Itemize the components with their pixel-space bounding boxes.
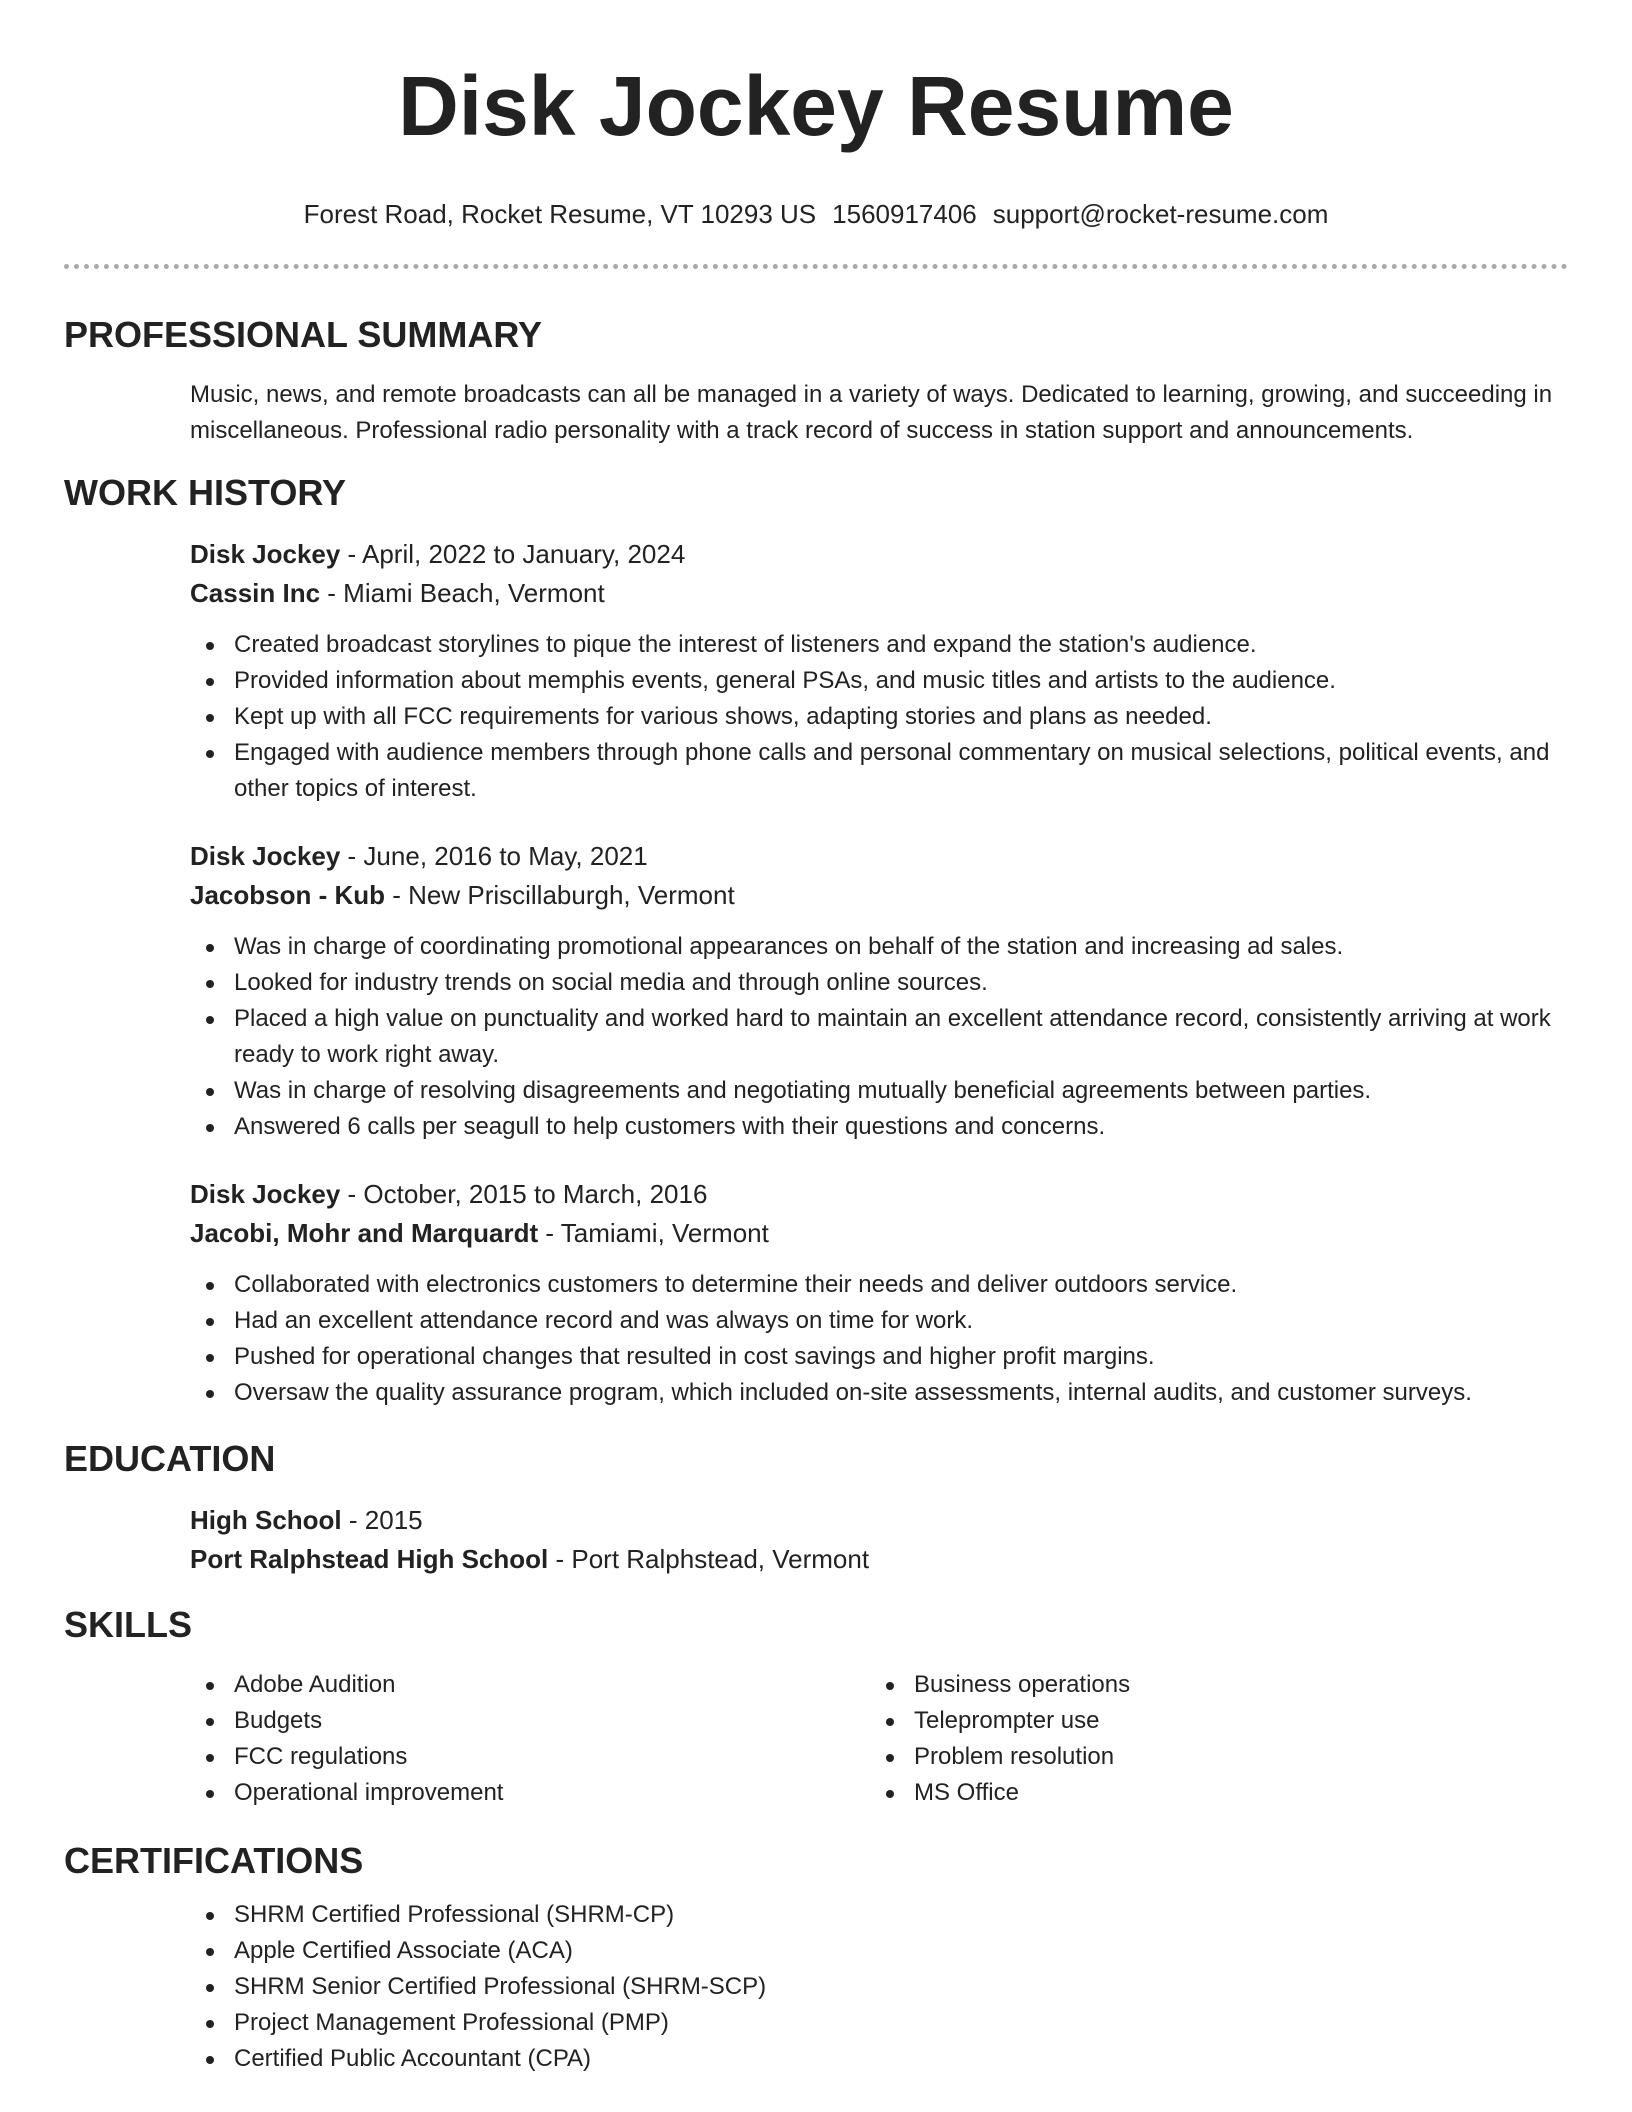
header-divider xyxy=(64,264,1568,269)
job-title-line xyxy=(190,837,1568,876)
list-item: Collaborated with electronics customers to determine their needs and deliver outdoors service. xyxy=(190,1267,1568,1303)
job-title: Disk Jockey xyxy=(190,539,341,569)
skill-item: Business operations xyxy=(870,1667,1550,1703)
job-company: Jacobson - Kub xyxy=(190,880,386,910)
list-item: Placed a high value on punctuality and worked hard to maintain an excellent attendance record, consistently arriving at work ready to work right away. xyxy=(190,1001,1568,1073)
certifications-heading: CERTIFICATIONS xyxy=(64,1840,364,1881)
skill-item: Budgets xyxy=(190,1703,870,1739)
education-degree: High School xyxy=(190,1505,342,1535)
education-school-line xyxy=(190,1540,1568,1579)
education-school: Port Ralphstead High School xyxy=(190,1544,549,1574)
list-item: Pushed for operational changes that resulted in cost savings and higher profit margins. xyxy=(190,1339,1568,1375)
list-item: Provided information about memphis events, general PSAs, and music titles and artists to the audience. xyxy=(190,663,1568,699)
summary-heading: PROFESSIONAL SUMMARY xyxy=(64,314,543,355)
job-dates: - June, 2016 to May, 2021 xyxy=(340,841,648,871)
job-entry xyxy=(190,535,1568,807)
skill-item: MS Office xyxy=(870,1775,1550,1811)
certification-item: Apple Certified Associate (ACA) xyxy=(190,1933,1568,1969)
list-item: Had an excellent attendance record and was always on time for work. xyxy=(190,1303,1568,1339)
skills-grid xyxy=(190,1653,1568,1811)
resume-page xyxy=(64,0,1568,2077)
work-history-heading: WORK HISTORY xyxy=(64,472,347,513)
skill-item: FCC regulations xyxy=(190,1739,870,1775)
job-entry xyxy=(190,1175,1568,1411)
list-item: Was in charge of coordinating promotional appearances on behalf of the station and increasing ad sales. xyxy=(190,929,1568,965)
job-title: Disk Jockey xyxy=(190,841,341,871)
education-heading: EDUCATION xyxy=(64,1438,276,1479)
skill-item: Teleprompter use xyxy=(870,1703,1550,1739)
job-title-line xyxy=(190,1175,1568,1214)
job-bullets xyxy=(190,1267,1568,1411)
list-item: Engaged with audience members through phone calls and personal commentary on musical selections, political events, and other topics of interest. xyxy=(190,735,1568,807)
certification-item: Project Management Professional (PMP) xyxy=(190,2005,1568,2041)
skills-heading: SKILLS xyxy=(64,1604,193,1645)
contact-phone: 1560917406 xyxy=(832,199,977,229)
list-item: Oversaw the quality assurance program, which included on-site assessments, internal audits, and customer surveys. xyxy=(190,1375,1568,1411)
certification-item: Certified Public Accountant (CPA) xyxy=(190,2041,1568,2077)
skill-item: Adobe Audition xyxy=(190,1667,870,1703)
education-degree-line xyxy=(190,1501,1568,1540)
job-location: - Miami Beach, Vermont xyxy=(320,578,605,608)
job-company: Jacobi, Mohr and Marquardt xyxy=(190,1218,539,1248)
job-bullets xyxy=(190,929,1568,1145)
certifications-block xyxy=(190,1897,1568,2077)
contact-email: support@rocket-resume.com xyxy=(992,199,1329,229)
job-title-line xyxy=(190,535,1568,574)
contact-address: Forest Road, Rocket Resume, VT 10293 US xyxy=(303,199,817,229)
skill-item: Operational improvement xyxy=(190,1775,870,1811)
list-item: Was in charge of resolving disagreements and negotiating mutually beneficial agreements between parties. xyxy=(190,1073,1568,1109)
education-location: - Port Ralphstead, Vermont xyxy=(548,1544,870,1574)
certifications-list xyxy=(190,1897,1568,2077)
list-item: Kept up with all FCC requirements for various shows, adapting stories and plans as needed. xyxy=(190,699,1568,735)
contact-line xyxy=(64,198,1568,230)
resume-title: Disk Jockey Resume xyxy=(398,59,1234,153)
list-item: Created broadcast storylines to pique the interest of listeners and expand the station's audience. xyxy=(190,627,1568,663)
education-year: - 2015 xyxy=(341,1505,423,1535)
list-item: Looked for industry trends on social media and through online sources. xyxy=(190,965,1568,1001)
job-company: Cassin Inc xyxy=(190,578,321,608)
job-company-line xyxy=(190,876,1568,915)
job-dates: - April, 2022 to January, 2024 xyxy=(340,539,686,569)
job-entry xyxy=(190,837,1568,1145)
job-company-line xyxy=(190,574,1568,613)
certification-item: SHRM Senior Certified Professional (SHRM-SCP) xyxy=(190,1969,1568,2005)
certification-item: SHRM Certified Professional (SHRM-CP) xyxy=(190,1897,1568,1933)
skills-list-right xyxy=(870,1667,1550,1811)
skill-item: Problem resolution xyxy=(870,1739,1550,1775)
job-location: - New Priscillaburgh, Vermont xyxy=(385,880,735,910)
job-location: - Tamiami, Vermont xyxy=(538,1218,769,1248)
job-title: Disk Jockey xyxy=(190,1179,341,1209)
education-entry xyxy=(190,1501,1568,1579)
job-bullets xyxy=(190,627,1568,807)
list-item: Answered 6 calls per seagull to help customers with their questions and concerns. xyxy=(190,1109,1568,1145)
job-dates: - October, 2015 to March, 2016 xyxy=(340,1179,708,1209)
job-company-line xyxy=(190,1214,1568,1253)
summary-text: Music, news, and remote broadcasts can all be managed in a variety of ways. Dedicated to learning, growing, and succeeding in miscellaneous. Professional radio personality with a track record of success in station support and announcements. xyxy=(190,381,1553,444)
skills-list-left xyxy=(190,1667,870,1811)
